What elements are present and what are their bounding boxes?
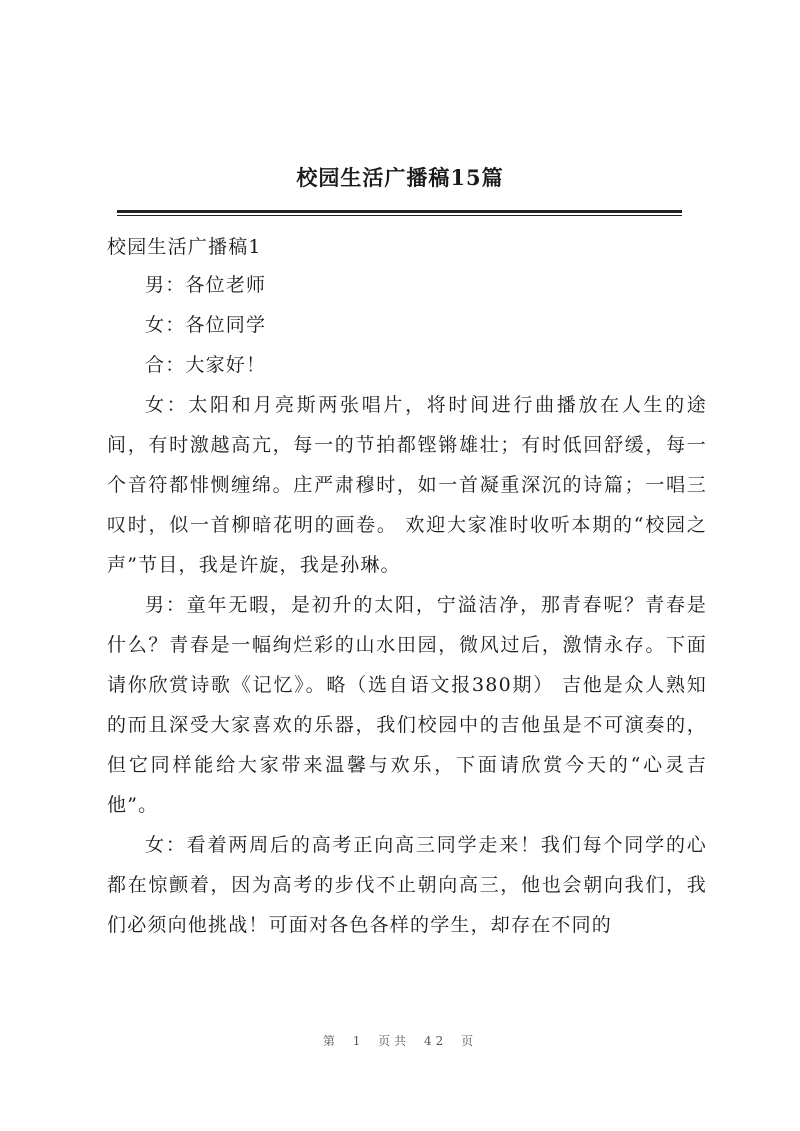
paragraph-3: 合：大家好！ [145,354,267,376]
document-body [107,232,707,945]
footer-page-number: 1 [352,1034,365,1048]
title-rule-thick [117,210,682,213]
title-rule-thin [117,215,682,216]
footer-prefix: 第 [322,1034,339,1048]
document-title: 校园生活广播稿15篇 [296,165,504,190]
footer-suffix: 页 [461,1034,478,1048]
footer-middle: 页共 [378,1034,411,1048]
footer-total-pages: 42 [424,1034,448,1048]
paragraph-5: 男：童年无暇，是初升的太阳，宁溢洁净，那青春呢？青春是什么？青春是一幅绚烂彩的山水田园，微风过后，激情永存。下面请你欣赏诗歌《记忆》。略（选自语文报380期） 吉他是众人熟知的而且深受大家喜欢的乐器，我们校园中的吉他虽是不可演奏的，但它同样能给大家带来温馨与欢乐，下面请欣赏今天的“心灵吉他”。 [107,594,707,816]
paragraph-6: 女：看着两周后的高考正向高三同学走来！我们每个同学的心都在惊颤着，因为高考的步伐不止朝向高三，他也会朝向我们，我们必须向他挑战！可面对各色各样的学生，却存在不同的 [107,834,707,936]
section-heading: 校园生活广播稿1 [107,236,262,258]
page-footer [0,1032,800,1049]
paragraph-2: 女：各位同学 [145,314,267,336]
paragraph-4: 女：太阳和月亮斯两张唱片，将时间进行曲播放在人生的途间，有时激越高亢，每一的节拍都铿锵雄壮；有时低回舒缓，每一个音符都悱恻缠绵。庄严肃穆时，如一首凝重深沉的诗篇；一唱三叹时，似一首柳暗花明的画卷。 欢迎大家准时收听本期的“校园之声”节目，我是许旋，我是孙琳。 [107,394,707,576]
paragraph-1: 男：各位老师 [145,274,267,296]
